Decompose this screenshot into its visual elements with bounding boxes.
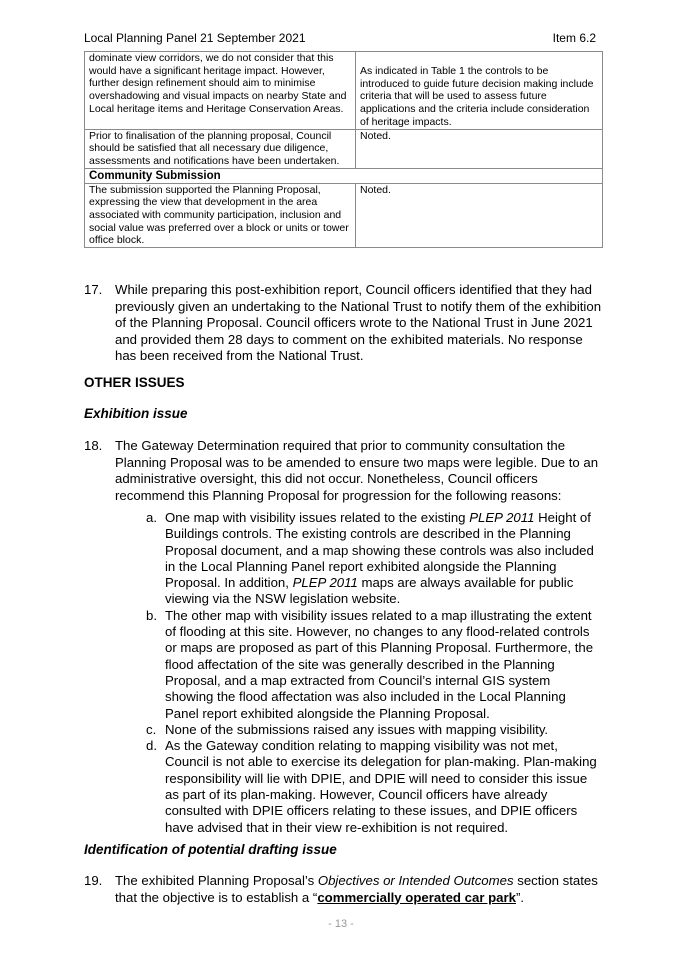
text-run: The exhibited Planning Proposal’s xyxy=(115,873,318,888)
text-run: section states that the objective is to establish a “ xyxy=(115,873,598,905)
header-item-number: Item 6.2 xyxy=(552,31,596,45)
list-item-letter: d. xyxy=(146,738,157,754)
italic-run: PLEP 2011 xyxy=(292,575,358,591)
table-cell xyxy=(356,52,603,130)
exhibition-issue-heading: Exhibition issue xyxy=(84,406,188,421)
list-item-letter: c. xyxy=(146,721,157,737)
table-row xyxy=(85,52,603,130)
list-item xyxy=(146,510,601,608)
header-title: Local Planning Panel 21 September 2021 xyxy=(84,31,306,45)
italic-run: PLEP 2011 xyxy=(469,510,535,525)
text-run: ”. xyxy=(515,889,525,905)
list-item xyxy=(146,608,601,722)
paragraph-number: 18. xyxy=(84,438,103,453)
table-cell: Noted. xyxy=(356,129,603,168)
list-item-text: None of the submissions raised any issues with mapping visibility. xyxy=(165,721,549,737)
text-run: One map with visibility issues related to the existing xyxy=(165,510,470,525)
submissions-table xyxy=(84,51,603,248)
table-cell: The submission supported the Planning Proposal, expressing the view that development in the area associated with community participation, inclusion and social value was preferred over a block or units or tower office block. xyxy=(85,183,356,248)
paragraph-text: The Gateway Determination required that prior to community consultation the Planning Proposal was to be amended to ensure two maps were legible. Due to an administrative oversight, this did not occur. Nonetheless, Council officers recommend this Planning Proposal for progression for the following reasons: xyxy=(115,438,599,503)
other-issues-heading: OTHER ISSUES xyxy=(84,375,185,390)
table-section-row xyxy=(85,168,603,183)
list-item xyxy=(146,722,601,738)
paragraph-text xyxy=(115,873,604,906)
page-number: - 13 - xyxy=(328,918,354,930)
table-row xyxy=(85,183,603,248)
table-cell: dominate view corridors, we do not consider that this would have a significant heritage impact. However, further design refinement should aim to minimise overshadowing and visual impacts on nearby State and Local heritage items and Heritage Conservation Areas. xyxy=(85,52,356,130)
text-run: maps are always available for public viewing via the NSW legislation website. xyxy=(165,575,574,607)
drafting-issue-heading: Identification of potential drafting issue xyxy=(84,842,337,857)
paragraph-19 xyxy=(84,873,604,906)
table-cell: Noted. xyxy=(356,183,603,248)
paragraph-18 xyxy=(84,438,604,504)
bold-underline-run: commercially operated car park xyxy=(317,889,516,905)
page-header xyxy=(84,31,596,45)
reasons-list xyxy=(146,510,601,836)
list-item-text xyxy=(165,510,601,608)
table-row xyxy=(85,129,603,168)
paragraph-number: 17. xyxy=(84,282,103,297)
paragraph-17 xyxy=(84,282,604,365)
table-cell-text: As indicated in Table 1 the controls to be introduced to guide future decision making include criteria that will be used to assess future applications and the criteria include consideration of heritage impacts. xyxy=(360,65,594,128)
table-section-heading: Community Submission xyxy=(85,168,603,183)
text-run: Height of Buildings controls. The existing controls are described in the Planning Proposal document, and a map showing these controls was also included in the Local Planning Panel report exhibited alongside the Planning Proposal. In addition, xyxy=(165,510,594,591)
list-item xyxy=(146,738,601,836)
list-item-text: The other map with visibility issues related to a map illustrating the extent of flooding at this site. However, no changes to any flood-related controls or maps are proposed as part of this Planning Proposal. Furthermore, the flood affectation of the site was generally described in the Planning Proposal, and a map extracted from Council’s internal GIS system showing the flood affectation was also included in the Local Planning Panel report exhibited alongside the Planning Proposal. xyxy=(165,607,594,721)
list-item-text: As the Gateway condition relating to mapping visibility was not met, Council is not able to exercise its delegation for plan-making. Plan-making responsibility will lie with DPIE, and DPIE will need to consider this issue as part of its plan-making. However, Council officers have already consulted with DPIE officers relating to these issues, and DPIE officers have advised that in their view re-exhibition is not required. xyxy=(165,738,597,835)
paragraph-number: 19. xyxy=(84,873,103,888)
italic-run: Objectives or Intended Outcomes xyxy=(317,873,514,888)
table-cell: Prior to finalisation of the planning proposal, Council should be satisfied that all necessary due diligence, assessments and notifications have been undertaken. xyxy=(85,129,356,168)
list-item-letter: a. xyxy=(146,510,157,525)
paragraph-text: While preparing this post-exhibition report, Council officers identified that they had previously given an undertaking to the National Trust to notify them of the exhibition of the Planning Proposal. Council officers wrote to the National Trust in June 2021 and provided them 28 days to comment on the exhibited materials. No response has been received from the National Trust. xyxy=(115,282,602,363)
list-item-letter: b. xyxy=(146,607,157,623)
